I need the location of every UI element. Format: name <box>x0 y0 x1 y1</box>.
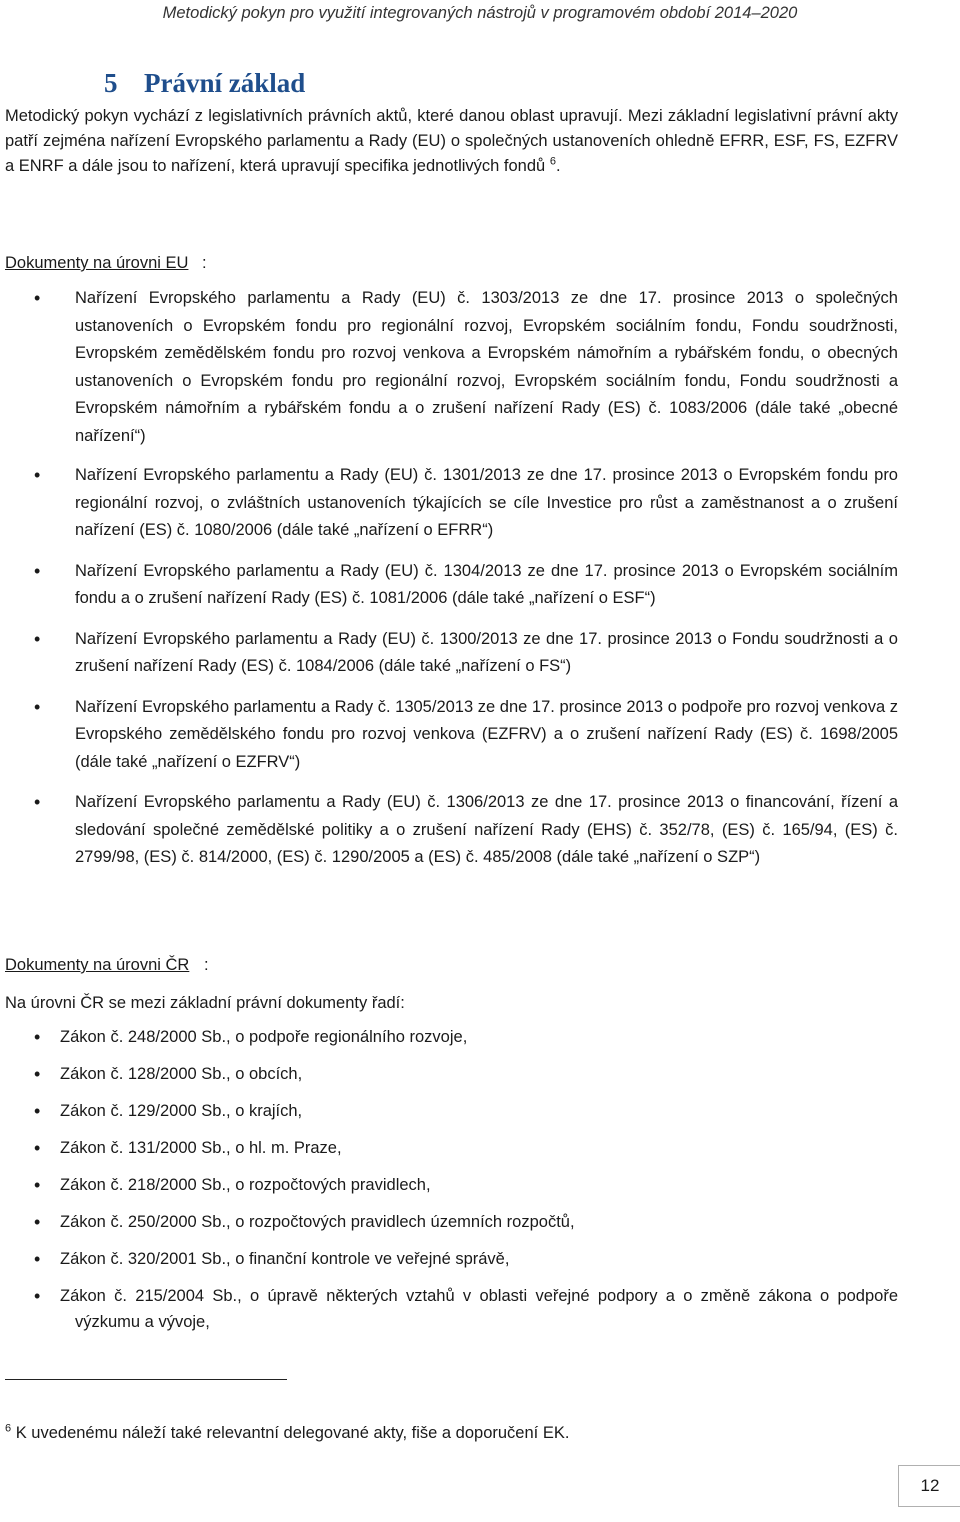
list-item: • Nařízení Evropského parlamentu a Rady (EU) č. 1300/2013 ze dne 17. prosince 2013 o Fondu soudržnosti a o zrušení nařízení Rady (ES) č. 1084/2006 (dále také „nařízení o FS“) <box>0 626 898 681</box>
running-header: Metodický pokyn pro využití integrovaných nástrojů v programovém období 2014–2020 <box>162 4 798 22</box>
list-item: • Nařízení Evropského parlamentu a Rady č. 1305/2013 ze dne 17. prosince 2013 o podpoře pro rozvoj venkova z Evropského zemědělského fondu pro rozvoj venkova (EZFRV) a o zrušení nařízení Rady (ES) č. 1698/2005 (dále také „nařízení o EZFRV“) <box>0 694 898 777</box>
list-item: • Zákon č. 131/2000 Sb., o hl. m. Praze, <box>0 1135 898 1161</box>
list-item: • Nařízení Evropského parlamentu a Rady (EU) č. 1306/2013 ze dne 17. prosince 2013 o financování, řízení a sledování společné zemědělské politiky a o zrušení nařízení Rady (EHS) č. 352/78, (ES) č. 165/94, (ES) č. 2799/98, (ES) č. 814/2000, (ES) č. 1290/2005 a (ES) č. 485/2008 (dále také „nařízení o SZP“) <box>0 789 898 872</box>
intro-end: . <box>555 157 561 175</box>
cr-intro: Na úrovni ČR se mezi základní právní dokumenty řadí: <box>5 994 405 1012</box>
list-item: • Zákon č. 218/2000 Sb., o rozpočtových pravidlech, <box>0 1172 898 1198</box>
list-item: • Zákon č. 128/2000 Sb., o obcích, <box>0 1061 898 1087</box>
intro-text: Metodický pokyn vychází z legislativních právních aktů, které danou oblast upravují. Mezi základní legislativní právní akty patří zejména nařízení Evropského parlamentu a Rady (EU) o společných ustanoveních ohledně EFRR, ESF, FS, EZFRV a ENRF a dále jsou to nařízení, která upravují specifika jednotlivých fondů <box>5 107 898 175</box>
footnote <box>5 1424 569 1443</box>
footnote-ref[interactable]: 6 <box>549 155 556 168</box>
list-item: • Nařízení Evropského parlamentu a Rady (EU) č. 1303/2013 ze dne 17. prosince 2013 o společných ustanoveních o Evropském fondu pro regionální rozvoj, Evropském sociálním fondu, Fondu soudržnosti, Evropském zemědělském fondu pro rozvoj venkova a Evropském námořním a rybářském fondu, o obecných ustanoveních o Evropském fondu pro regionální rozvoj, Evropském sociálním fondu, Fondu soudržnosti a Evropském námořním a rybářském fondu a o zrušení nařízení Rady (ES) č. 1083/2006 (dále také „obecné nařízení“) <box>0 285 898 450</box>
list-item: • Nařízení Evropského parlamentu a Rady (EU) č. 1301/2013 ze dne 17. prosince 2013 o Evropském fondu pro regionální rozvoj, o zvláštních ustanoveních týkajících se cíle Investice pro růst a zaměstnanost a o zrušení nařízení (ES) č. 1080/2006 (dále také „nařízení o EFRR“) <box>0 462 898 545</box>
eu-label-text: Dokumenty na úrovni EU <box>5 254 189 272</box>
page-number: 12 <box>898 1465 960 1507</box>
cr-documents-list <box>0 1024 898 1346</box>
footnote-separator <box>5 1379 287 1380</box>
eu-documents-label <box>5 254 188 273</box>
intro-paragraph <box>5 104 898 179</box>
list-item: • Zákon č. 250/2000 Sb., o rozpočtových pravidlech územních rozpočtů, <box>0 1209 898 1235</box>
list-item: • Zákon č. 248/2000 Sb., o podpoře regionálního rozvoje, <box>0 1024 898 1050</box>
footnote-number: 6 <box>5 1422 12 1435</box>
eu-label-colon: : <box>202 254 207 272</box>
section-title: Právní základ <box>144 68 306 98</box>
list-item: • Zákon č. 320/2001 Sb., o finanční kontrole ve veřejné správě, <box>0 1246 898 1272</box>
section-number: 5 <box>104 68 118 98</box>
cr-label-text: Dokumenty na úrovni ČR <box>5 956 190 974</box>
list-item: • Zákon č. 129/2000 Sb., o krajích, <box>0 1098 898 1124</box>
list-item: • Nařízení Evropského parlamentu a Rady (EU) č. 1304/2013 ze dne 17. prosince 2013 o Evropském sociálním fondu a o zrušení nařízení Rady (ES) č. 1081/2006 (dále také „nařízení o ESF“) <box>0 558 898 613</box>
eu-documents-list <box>0 285 898 872</box>
footnote-text: K uvedenému náleží také relevantní delegované akty, fiše a doporučení EK. <box>11 1424 570 1442</box>
cr-label-colon: : <box>204 956 209 974</box>
cr-documents-label <box>5 956 189 975</box>
list-item: • Zákon č. 215/2004 Sb., o úpravě některých vztahů v oblasti veřejné podpory a o změně zákona o podpoře výzkumu a vývoje, <box>0 1283 898 1335</box>
